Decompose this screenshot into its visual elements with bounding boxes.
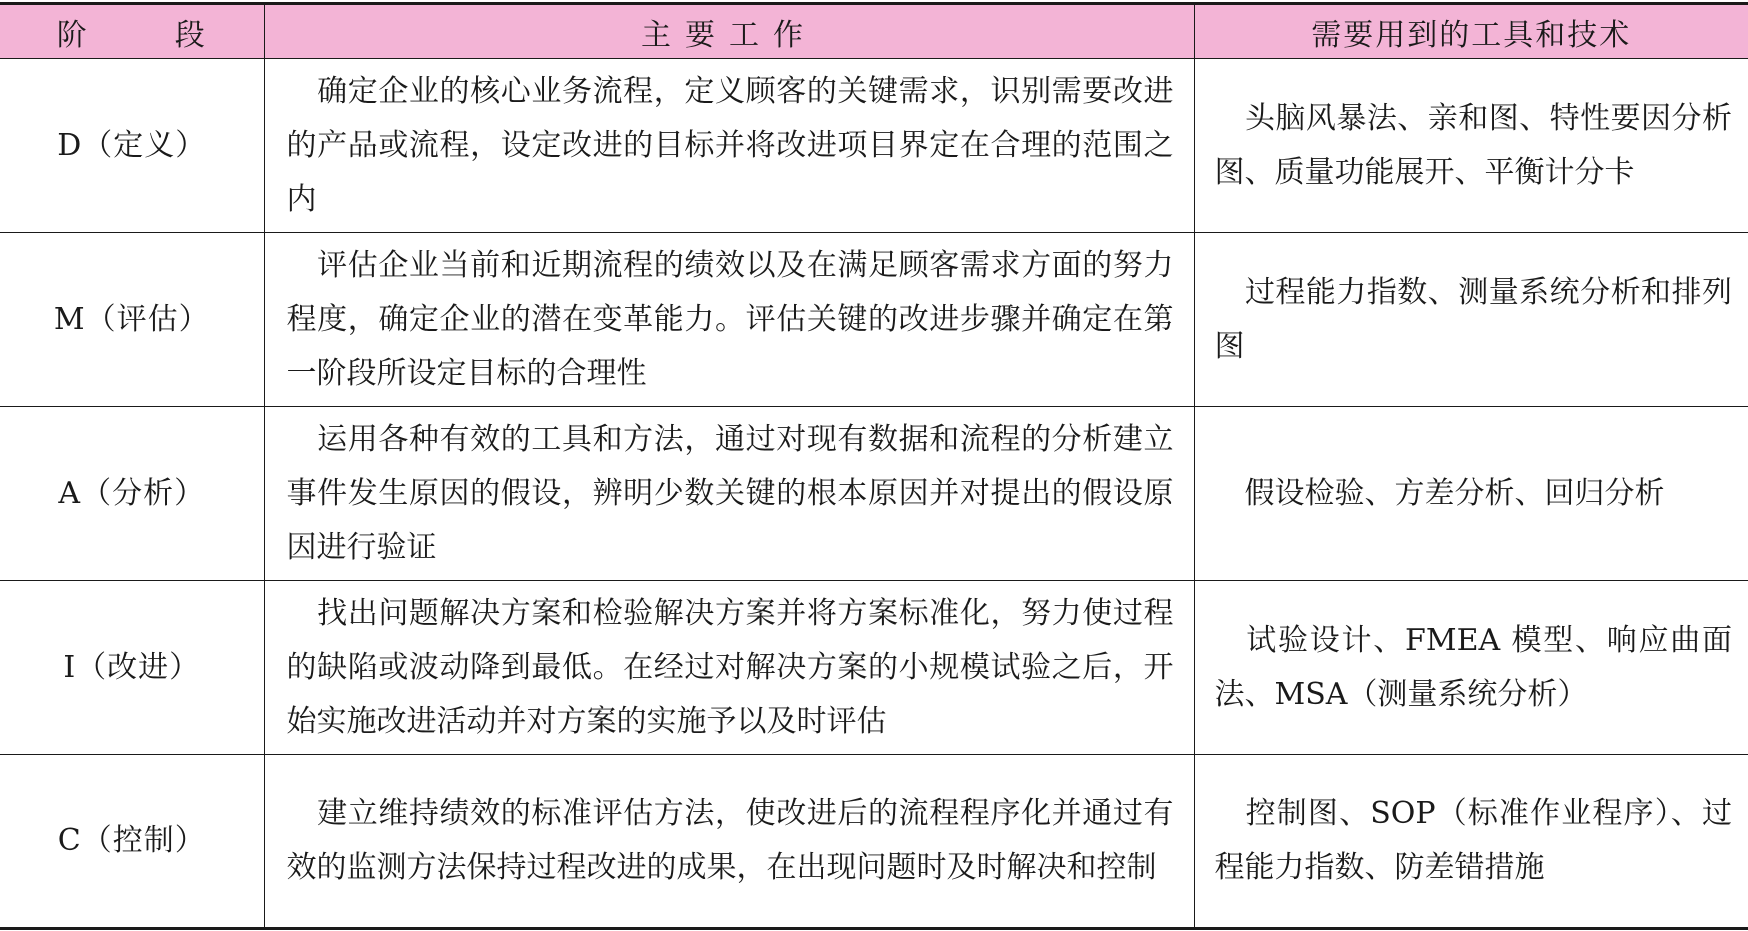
work-text: 运用各种有效的工具和方法，通过对现有数据和流程的分析建立事件发生原因的假设，辨明少数关键的根本原因并对提出的假设原因进行验证 <box>286 421 1174 565</box>
header-tools: 需要用到的工具和技术 <box>1194 4 1748 59</box>
tools-cell <box>1194 755 1748 929</box>
stage-cell: D（定义） <box>0 59 264 233</box>
work-text: 评估企业当前和近期流程的绩效以及在满足顾客需求方面的努力程度，确定企业的潜在变革能力。评估关键的改进步骤并确定在第一阶段所设定目标的合理性 <box>286 247 1174 391</box>
work-text: 找出问题解决方案和检验解决方案并将方案标准化，努力使过程的缺陷或波动降到最低。在经过对解决方案的小规模试验之后，开始实施改进活动并对方案的实施予以及时评估 <box>286 595 1174 739</box>
stage-cell: A（分析） <box>0 407 264 581</box>
work-cell <box>264 581 1194 755</box>
tools-cell <box>1194 59 1748 233</box>
tools-text: 头脑风暴法、亲和图、特性要因分析图、质量功能展开、平衡计分卡 <box>1214 100 1732 190</box>
table-row <box>0 233 1748 407</box>
tools-cell <box>1194 233 1748 407</box>
stage-cell: C（控制） <box>0 755 264 929</box>
header-stage <box>0 4 264 59</box>
tools-cell <box>1194 581 1748 755</box>
table-body <box>0 59 1748 929</box>
dmaic-table <box>0 2 1748 930</box>
work-cell <box>264 233 1194 407</box>
tools-text: 过程能力指数、测量系统分析和排列图 <box>1214 274 1732 364</box>
table-row <box>0 755 1748 929</box>
work-cell <box>264 755 1194 929</box>
work-text: 确定企业的核心业务流程，定义顾客的关键需求，识别需要改进的产品或流程，设定改进的目标并将改进项目界定在合理的范围之内 <box>286 73 1174 217</box>
table-row <box>0 59 1748 233</box>
table-row <box>0 581 1748 755</box>
header-work: 主要工作 <box>264 4 1194 59</box>
table-row <box>0 407 1748 581</box>
header-stage-char-1: 阶 <box>56 17 89 53</box>
stage-cell: I（改进） <box>0 581 264 755</box>
tools-text: 假设检验、方差分析、回归分析 <box>1244 475 1665 511</box>
work-text: 建立维持绩效的标准评估方法，使改进后的流程程序化并通过有效的监测方法保持过程改进的成果，在出现问题时及时解决和控制 <box>286 796 1174 885</box>
tools-text: 试验设计、FMEA 模型、响应曲面法、MSA（测量系统分析） <box>1214 622 1732 712</box>
header-row <box>0 4 1748 59</box>
work-cell <box>264 407 1194 581</box>
header-stage-char-2: 段 <box>174 17 207 53</box>
tools-cell <box>1194 407 1748 581</box>
work-cell <box>264 59 1194 233</box>
stage-cell: M（评估） <box>0 233 264 407</box>
tools-text: 控制图、SOP（标准作业程序）、过程能力指数、防差错措施 <box>1214 796 1732 885</box>
table-header <box>0 4 1748 59</box>
